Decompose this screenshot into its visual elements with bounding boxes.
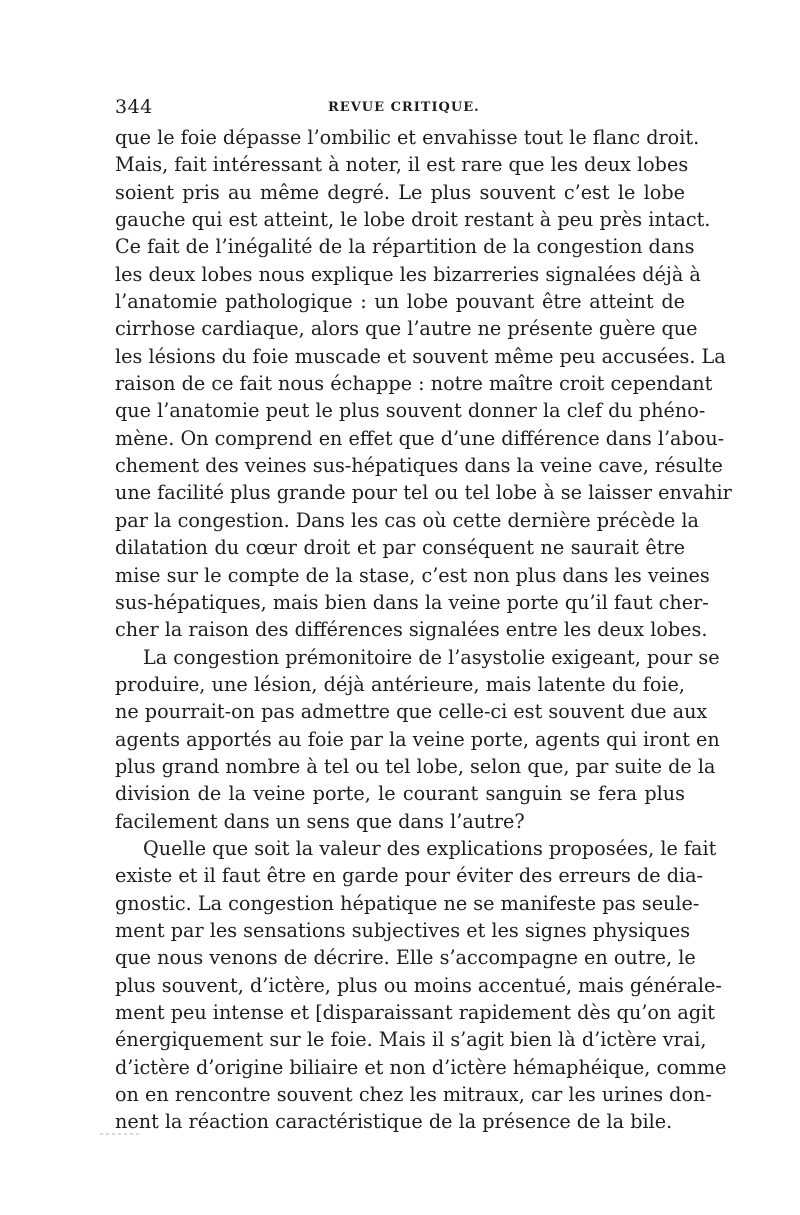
text-line: que nous venons de décrire. Elle s’accompagne en outre, le (115, 946, 696, 970)
text-line: gnostic. La congestion hépatique ne se manifeste pas seule- (115, 891, 700, 915)
running-head (115, 96, 685, 124)
text-line: gauche qui est atteint, le lobe droit restant à peu près intact. (115, 208, 711, 232)
text-line: les lésions du foie muscade et souvent même peu accusées. La (115, 344, 726, 368)
text-line: on en rencontre souvent chez les mitraux, car les urines don- (115, 1083, 712, 1107)
paragraph (115, 124, 732, 644)
text-line: l’anatomie pathologique : un lobe pouvant être atteint de (115, 290, 685, 314)
text-line: ne pourrait-on pas admettre que celle-ci est souvent due aux (115, 700, 708, 724)
text-line: agents apportés au foie par la veine porte, agents qui iront en (115, 727, 720, 751)
text-line: chement des veines sus-hépatiques dans la veine cave, résulte (115, 454, 723, 478)
text-line: mène. On comprend en effet que d’une différence dans l’abou- (115, 426, 725, 450)
text-line: sus-hépatiques, mais bien dans la veine porte qu’il faut cher- (115, 590, 709, 614)
text-line: que le foie dépasse l’ombilic et envahisse tout le flanc droit. (115, 126, 700, 149)
text-line: La congestion prémonitoire de l’asystolie exigeant, pour se (143, 645, 720, 669)
text-line: plus grand nombre à tel ou tel lobe, selon que, par suite de la (115, 754, 716, 778)
text-line: existe et il faut être en garde pour éviter des erreurs de dia- (115, 864, 704, 888)
text-line: produire, une lésion, déjà antérieure, mais latente du foie, (115, 672, 685, 696)
running-title: REVUE CRITIQUE. (328, 100, 480, 115)
book-page (115, 96, 732, 1136)
text-line: d’ictère d’origine biliaire et non d’ictère hémaphéique, comme (115, 1055, 727, 1079)
text-line: ment par les sensations subjectives et les signes physiques (115, 918, 691, 942)
text-line: ment peu intense et [disparaissant rapidement dès qu’on agit (115, 1001, 716, 1024)
text-line: dilatation du cœur droit et par conséquent ne saurait être (115, 536, 685, 560)
text-line: Mais, fait intéressant à noter, il est rare que les deux lobes (115, 153, 689, 177)
text-line: nent la réaction caractéristique de la présence de la bile. (115, 1110, 673, 1134)
page-number: 344 (115, 96, 153, 118)
text-line: Ce fait de l’inégalité de la répartition de la congestion dans (115, 235, 695, 259)
text-line: cirrhose cardiaque, alors que l’autre ne présente guère que (115, 317, 698, 341)
text-line: les deux lobes nous explique les bizarreries signalées déjà à (115, 262, 701, 286)
text-line: raison de ce fait nous échappe : notre maître croit cependant (115, 372, 713, 396)
body-text (115, 124, 732, 1136)
text-line: plus souvent, d’ictère, plus ou moins accentué, mais générale- (115, 973, 722, 997)
text-line: facilement dans un sens que dans l’autre? (115, 809, 525, 833)
text-line: énergiquement sur le foie. Mais il s’agit bien là d’ictère vrai, (115, 1028, 707, 1052)
text-line: mise sur le compte de la stase, c’est non plus dans les veines (115, 563, 710, 587)
page-smudge (100, 1133, 140, 1135)
text-line: cher la raison des différences signalées entre les deux lobes. (115, 618, 708, 642)
paragraph (115, 644, 720, 835)
text-line: une facilité plus grande pour tel ou tel lobe à se laisser envahir (115, 481, 732, 505)
text-line: soient pris au même degré. Le plus souvent c’est le lobe (115, 180, 685, 204)
text-line: que l’anatomie peut le plus souvent donner la clef du phéno- (115, 399, 706, 423)
text-line: par la congestion. Dans les cas où cette dernière précède la (115, 508, 699, 532)
text-line: division de la veine porte, le courant sanguin se fera plus (115, 782, 685, 806)
text-line: Quelle que soit la valeur des explications proposées, le fait (143, 836, 717, 860)
paragraph (115, 835, 727, 1136)
